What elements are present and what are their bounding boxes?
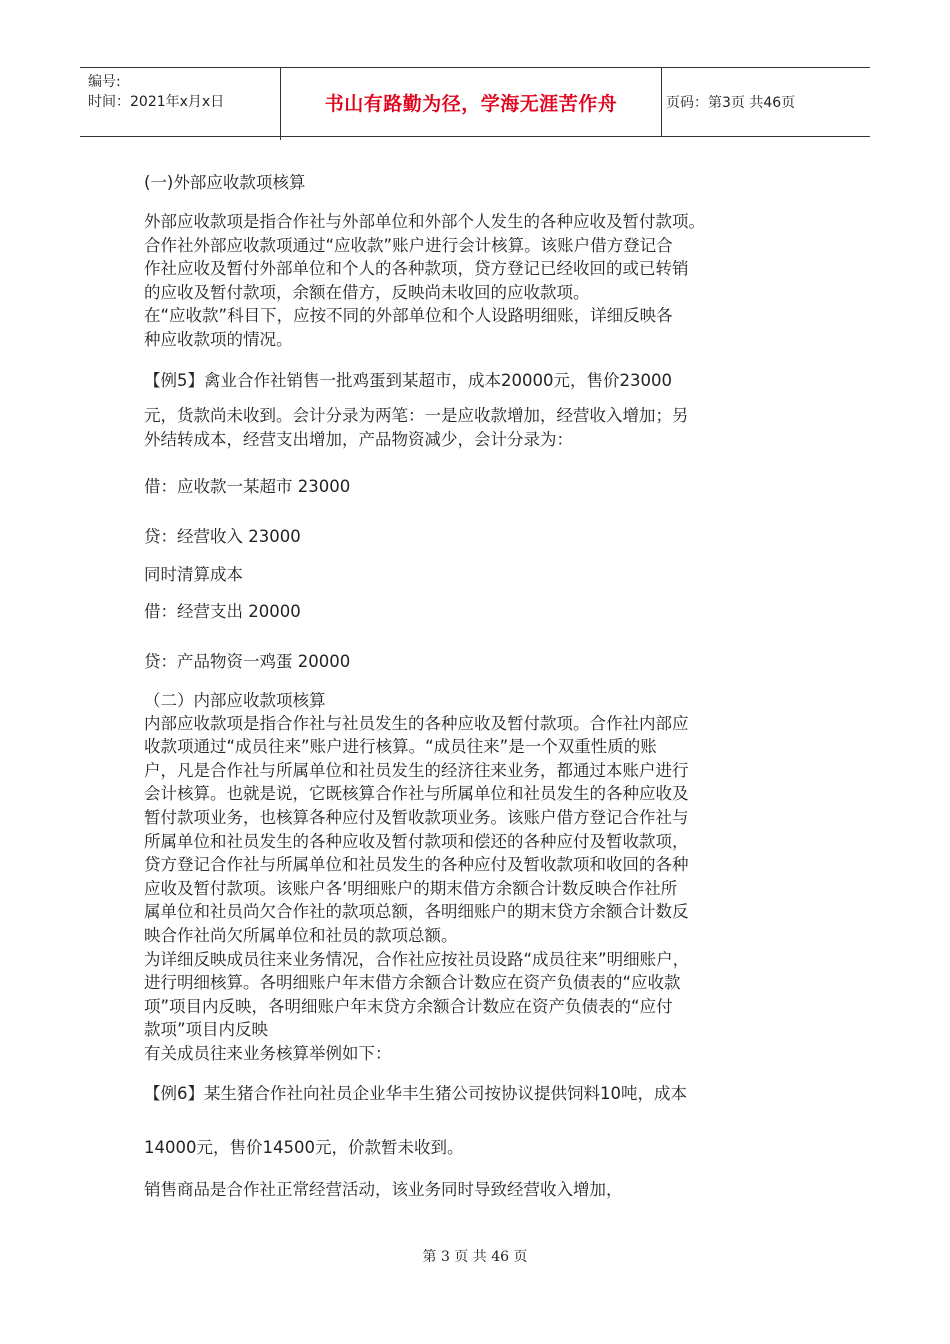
text-line: 作社应收及暂付外部单位和个人的各种款项，贷方登记已经收回的或已转销 — [144, 259, 689, 279]
journal-entry-debit-receivable: 借：应收款一某超市 23000 — [144, 476, 351, 496]
section-1-paragraph — [144, 210, 814, 352]
document-number-label: 编号: — [88, 74, 121, 90]
text-line: 户，凡是合作社与所属单位和社员发生的经济往来业务，都通过本账户进行 — [144, 760, 689, 780]
section-1-title: (一)外部应收款项核算 — [144, 173, 306, 192]
text-line: 应收及暂付款项。该账户各’明细账户的期末借方余额合计数反映合作社所 — [144, 878, 678, 898]
example-6-line-1: 【例6】某生猪合作社向社员企业华丰生猪公司按协议提供饲料10吨，成本 — [144, 1084, 687, 1104]
text-line: 暂付款项业务，也核算各种应付及暂收款项业务。该账户借方登记合作社与 — [144, 807, 689, 827]
section-2-paragraph — [144, 712, 814, 1066]
journal-entry-note: 同时清算成本 — [144, 564, 243, 584]
journal-entry-credit-inventory: 贷：产品物资一鸡蛋 20000 — [144, 651, 351, 671]
text-line: 款项”项目内反映 — [144, 1020, 269, 1040]
journal-entry-debit-expense: 借：经营支出 20000 — [144, 601, 301, 621]
text-line: 收款项通过“成员往来”账户进行核算。“成员往来”是一个双重性质的账 — [144, 737, 657, 757]
header-motto: 书山有路勤为径，学海无涯苦作舟 — [281, 68, 662, 136]
journal-entry-credit-revenue: 贷：经营收入 23000 — [144, 526, 301, 546]
text-line: 映合作社尚欠所属单位和社员的款项总额。 — [144, 925, 458, 945]
text-line: 在“应收款”科目下，应按不同的外部单位和个人设路明细账，详细反映各 — [144, 306, 673, 326]
text-line: 项”项目内反映，各明细账户年末贷方余额合计数应在资产负债表的“应付 — [144, 996, 673, 1016]
text-line: 属单位和社员尚欠合作社的款项总额，各明细账户的期末贷方余额合计数反 — [144, 902, 689, 922]
example-5-line-1: 【例5】禽业合作社销售一批鸡蛋到某超市，成本20000元，售价23000 — [144, 370, 672, 390]
text-line: 会计核算。也就是说，它既核算合作社与所属单位和社员发生的各种应收及 — [144, 784, 689, 804]
text-line: 合作社外部应收款项通过“应收款”账户进行会计核算。该账户借方登记合 — [144, 235, 673, 255]
header-page-label: 页码：第3页 共46页 — [666, 95, 796, 111]
document-date-label: 时间：2021年x月x日 — [88, 94, 225, 110]
text-line: 贷方登记合作社与所属单位和社员发生的各种应付及暂收款项和收回的各种 — [144, 855, 689, 875]
example-5-line-3: 外结转成本，经营支出增加，产品物资减少，会计分录为： — [144, 429, 573, 449]
page-header — [80, 67, 870, 137]
page-footer: 第 3 页 共 46 页 — [422, 1249, 528, 1265]
text-line: 进行明细核算。各明细账户年末借方余额合计数应在资产负债表的“应收款 — [144, 973, 681, 993]
text-line: 外部应收款项是指合作社与外部单位和外部个人发生的各种应收及暂付款项。 — [144, 212, 705, 231]
text-line: 的应收及暂付款项，余额在借方，反映尚未收回的应收款项。 — [144, 282, 590, 302]
text-line: 有关成员往来业务核算举例如下： — [144, 1043, 392, 1063]
section-2-title: （二）内部应收款项核算 — [144, 690, 326, 710]
example-5-line-2: 元，货款尚未收到。会计分录为两笔：一是应收款增加，经营收入增加；另 — [144, 405, 689, 425]
example-6-line-2: 14000元，售价14500元，价款暂未收到。 — [144, 1138, 464, 1158]
text-line: 所属单位和社员发生的各种应收及暂付款项和偿还的各种应付及暂收款项， — [144, 831, 689, 851]
example-6-line-3: 销售商品是合作社正常经营活动，该业务同时导致经营收入增加， — [144, 1180, 623, 1200]
document-body — [144, 171, 814, 1202]
text-line: 内部应收款项是指合作社与社员发生的各种应收及暂付款项。合作社内部应 — [144, 713, 689, 733]
text-line: 种应收款项的情况。 — [144, 329, 293, 349]
header-left-cell — [80, 68, 281, 140]
text-line: 为详细反映成员往来业务情况，合作社应按社员设路“成员往来”明细账户， — [144, 949, 690, 969]
